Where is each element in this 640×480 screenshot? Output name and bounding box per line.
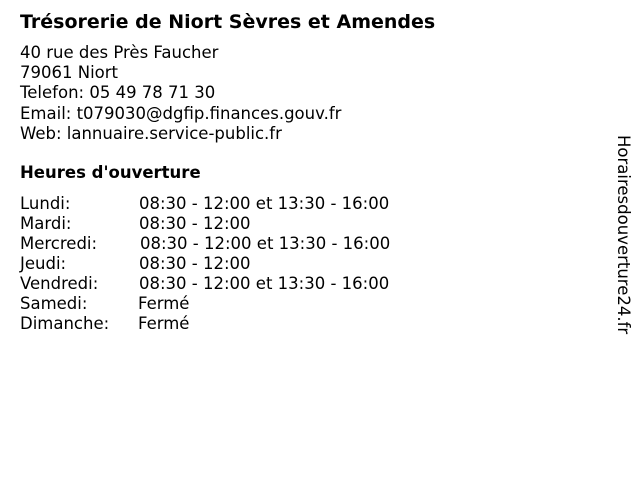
address-block — [20, 43, 341, 144]
page-title: Trésorerie de Niort Sèvres et Amendes — [20, 11, 436, 33]
time-value: Fermé — [138, 314, 190, 333]
day-label: Jeudi: — [20, 254, 67, 273]
day-label: Lundi: — [20, 194, 71, 213]
city-postcode: 79061 Niort — [20, 63, 119, 83]
time-value: 08:30 - 12:00 et 13:30 - 16:00 — [139, 194, 390, 213]
time-value: 08:30 - 12:00 — [139, 254, 251, 273]
day-label: Samedi: — [20, 294, 88, 313]
time-value: 08:30 - 12:00 — [139, 214, 251, 233]
time-value: 08:30 - 12:00 et 13:30 - 16:00 — [140, 234, 391, 253]
site-watermark: Horairesdouverture24.fr — [614, 135, 633, 335]
day-label: Dimanche: — [20, 314, 110, 333]
email-address: Email: t079030@dgfip.finances.gouv.fr — [20, 103, 342, 123]
day-label: Mardi: — [20, 214, 72, 233]
time-value: Fermé — [138, 294, 190, 313]
time-value: 08:30 - 12:00 et 13:30 - 16:00 — [139, 274, 390, 293]
opening-hours-heading: Heures d'ouverture — [20, 163, 201, 182]
day-label: Vendredi: — [20, 274, 99, 293]
day-label: Mercredi: — [20, 234, 98, 253]
phone-number: Telefon: 05 49 78 71 30 — [20, 83, 216, 103]
street-address: 40 rue des Près Faucher — [20, 43, 219, 62]
website: Web: lannuaire.service-public.fr — [20, 123, 282, 143]
